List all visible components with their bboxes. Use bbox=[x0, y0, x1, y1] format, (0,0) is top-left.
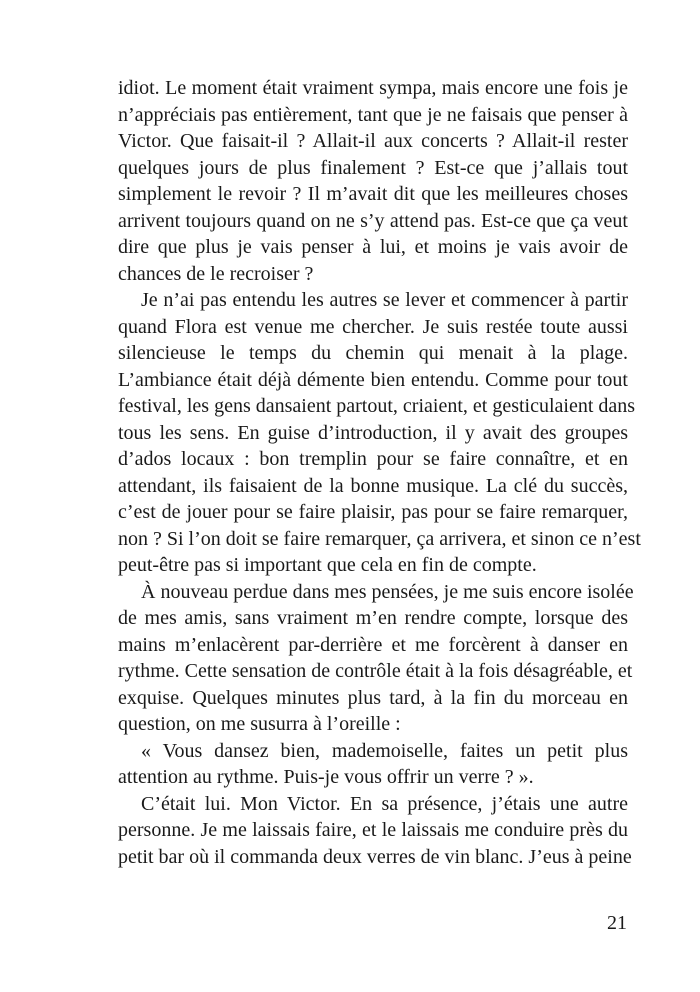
text-line: exquise. Quelques minutes plus tard, à la fin du morceau en bbox=[118, 686, 628, 709]
text-line: quand Flora est venue me chercher. Je suis restée toute aussi bbox=[118, 315, 628, 338]
text-line: chances de le recroiser ? bbox=[118, 262, 314, 285]
page-number: 21 bbox=[607, 912, 627, 934]
text-line: attendant, ils faisaient de la bonne musique. La clé du succès, bbox=[118, 474, 628, 497]
text-line: festival, les gens dansaient partout, criaient, et gesticulaient dans bbox=[118, 395, 636, 417]
text-line: dire que plus je vais penser à lui, et moins je vais avoir de bbox=[118, 236, 628, 258]
text-line: d’ados locaux : bon tremplin pour se faire connaître, et en bbox=[118, 448, 628, 470]
text-line: quelques jours de plus finalement ? Est-ce que j’allais tout bbox=[118, 156, 628, 179]
paragraph bbox=[118, 287, 641, 579]
text-line: L’ambiance était déjà démente bien entendu. Comme pour tout bbox=[118, 368, 628, 391]
text-line: idiot. Le moment était vraiment sympa, mais encore une fois je bbox=[118, 77, 628, 99]
page-body-text bbox=[118, 75, 641, 870]
text-line: n’appréciais pas entièrement, tant que je ne faisais que penser à bbox=[118, 103, 628, 126]
text-line: C’était lui. Mon Victor. En sa présence, j’étais une autre bbox=[141, 792, 628, 815]
text-line: mains m’enlacèrent par-derrière et me forcèrent à danser en bbox=[118, 633, 628, 656]
text-line: À nouveau perdue dans mes pensées, je me suis encore isolée bbox=[141, 580, 634, 603]
text-line: question, on me susurra à l’oreille : bbox=[118, 713, 401, 735]
text-line: Victor. Que faisait-il ? Allait-il aux concerts ? Allait-il rester bbox=[118, 130, 628, 152]
text-line: petit bar où il commanda deux verres de vin blanc. J’eus à peine bbox=[118, 845, 632, 868]
text-line: silencieuse le temps du chemin qui menait à la plage. bbox=[118, 342, 628, 364]
text-line: arrivent toujours quand on ne s’y attend pas. Est-ce que ça veut bbox=[118, 209, 628, 232]
text-line: simplement le revoir ? Il m’avait dit que les meilleures choses bbox=[118, 183, 628, 205]
text-line: de mes amis, sans vraiment m’en rendre compte, lorsque des bbox=[118, 607, 628, 629]
text-line: « Vous dansez bien, mademoiselle, faites un petit plus bbox=[141, 739, 628, 762]
paragraph bbox=[118, 75, 628, 287]
text-line: Je n’ai pas entendu les autres se lever et commencer à partir bbox=[141, 289, 628, 311]
text-line: personne. Je me laissais faire, et le laissais me conduire près du bbox=[118, 819, 628, 841]
paragraph bbox=[118, 791, 632, 871]
text-line: non ? Si l’on doit se faire remarquer, ça arrivera, et sinon ce n’est bbox=[118, 527, 641, 550]
text-line: attention au rythme. Puis-je vous offrir un verre ? ». bbox=[118, 766, 534, 788]
text-line: tous les sens. En guise d’introduction, il y avait des groupes bbox=[118, 421, 628, 444]
text-line: peut-être pas si important que cela en fin de compte. bbox=[118, 554, 537, 576]
paragraph bbox=[118, 579, 634, 738]
text-line: c’est de jouer pour se faire plaisir, pas pour se faire remarquer, bbox=[118, 501, 628, 523]
paragraph bbox=[118, 738, 628, 791]
text-line: rythme. Cette sensation de contrôle était à la fois désagréable, et bbox=[118, 660, 633, 682]
